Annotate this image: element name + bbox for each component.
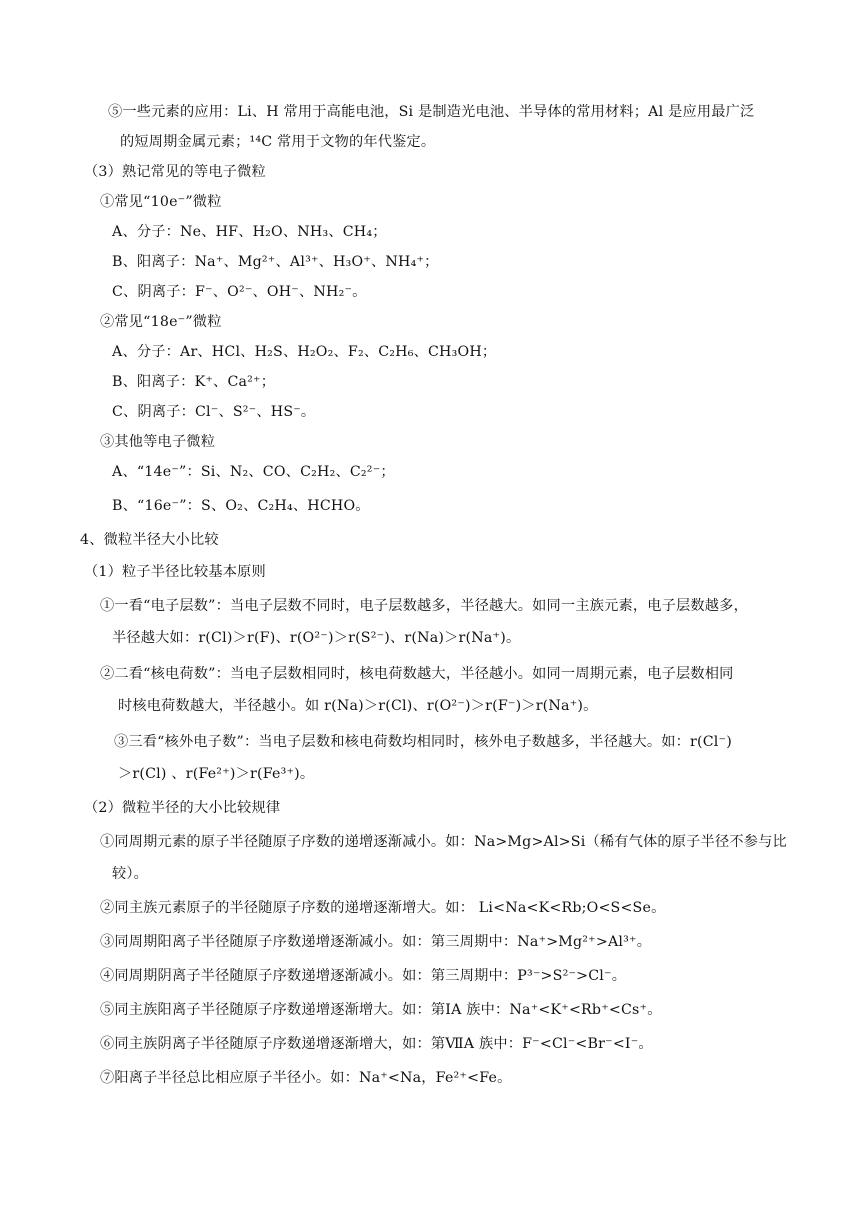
subheading-other: ③其他等电子微粒 [100, 434, 216, 450]
subheading-18e: ②常见“18e⁻”微粒 [100, 314, 222, 330]
section-heading-4: 4、微粒半径大小比较 [80, 532, 219, 548]
text-line-1: ⑤一些元素的应用：Li、H 常用于高能电池，Si 是制造光电池、半导体的常用材料；Al 是应用最广泛 [108, 104, 755, 120]
text-line-26: ②同主族元素原子的半径随原子序数的递增逐渐增大。如： Li<Na<K<Rb;O<S<Se。 [100, 900, 666, 916]
subheading-10e: ①常见“10e⁻”微粒 [100, 194, 222, 210]
text-line-24: ①同周期元素的原子半径随原子序数的递增逐渐减小。如：Na>Mg>Al>Si（稀有气体的原子半径不参与比 [100, 834, 787, 850]
text-line-9: A、分子：Ar、HCl、H₂S、H₂O₂、F₂、C₂H₆、CH₃OH； [112, 344, 497, 360]
subsection-heading-2: （2）微粒半径的大小比较规律 [84, 800, 281, 816]
text-line-22: ＞r(Cl) 、r(Fe²⁺)＞r(Fe³⁺)。 [118, 766, 315, 782]
text-line-30: ⑥同主族阴离子半径随原子序数递增逐渐增大，如：第ⅦA 族中：F⁻<Cl⁻<Br⁻<I⁻。 [100, 1036, 653, 1052]
text-line-17: ①一看“电子层数”：当电子层数不同时，电子层数越多，半径越大。如同一主族元素，电子层数越多， [100, 598, 748, 614]
text-line-13: A、“14e⁻”：Si、N₂、CO、C₂H₂、C₂²⁻； [112, 464, 395, 480]
text-line-20: 时核电荷数越大，半径越小。如 r(Na)＞r(Cl)、r(O²⁻)＞r(F⁻)＞r(Na⁺)。 [118, 698, 598, 714]
text-line-14: B、“16e⁻”：S、O₂、C₂H₄、HCHO。 [112, 498, 370, 514]
text-line-21: ③三看“核外电子数”：当电子层数和核电荷数均相同时，核外电子数越多，半径越大。如：r(Cl⁻) [114, 734, 732, 750]
text-line-11: C、阴离子：Cl⁻、S²⁻、HS⁻。 [112, 404, 316, 420]
text-line-19: ②二看“核电荷数”：当电子层数相同时，核电荷数越大，半径越小。如同一周期元素，电子层数相同 [100, 666, 734, 682]
text-line-28: ④同周期阴离子半径随原子序数递增逐渐减小。如：第三周期中：P³⁻>S²⁻>Cl⁻。 [100, 968, 627, 984]
text-line-25: 较）。 [112, 866, 149, 882]
text-line-2: 的短周期金属元素；¹⁴C 常用于文物的年代鉴定。 [120, 134, 436, 150]
text-line-18: 半径越大如：r(Cl)＞r(F)、r(O²⁻)＞r(S²⁻)、r(Na)＞r(Na⁺)。 [112, 630, 521, 646]
subsection-heading-1: （1）粒子半径比较基本原则 [84, 564, 266, 580]
text-line-31: ⑦阳离子半径总比相应原子半径小。如：Na⁺<Na，Fe²⁺<Fe。 [100, 1070, 512, 1086]
text-line-29: ⑤同主族阳离子半径随原子序数递增逐渐增大。如：第ⅠA 族中：Na⁺<K⁺<Rb⁺<Cs⁺。 [100, 1002, 662, 1018]
text-line-10: B、阳离子：K⁺、Ca²⁺； [112, 374, 276, 390]
section-heading-3: （3）熟记常见的等电子微粒 [84, 164, 266, 180]
text-line-6: B、阳离子：Na⁺、Mg²⁺、Al³⁺、H₃O⁺、NH₄⁺； [112, 254, 439, 270]
text-line-5: A、分子：Ne、HF、H₂O、NH₃、CH₄； [112, 224, 387, 240]
text-line-7: C、阴离子：F⁻、O²⁻、OH⁻、NH₂⁻。 [112, 284, 367, 300]
text-line-27: ③同周期阳离子半径随原子序数递增逐渐减小。如：第三周期中：Na⁺>Mg²⁺>Al³⁺。 [100, 934, 652, 950]
